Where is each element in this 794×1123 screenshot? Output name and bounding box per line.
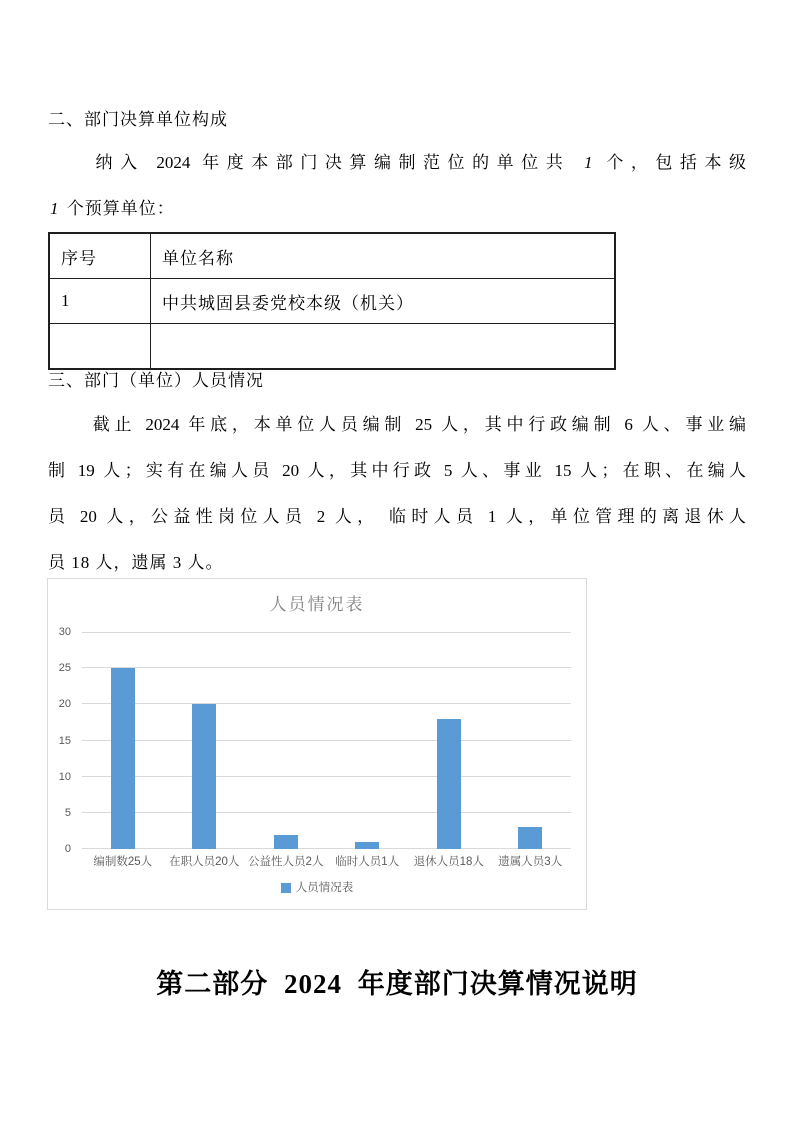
- gridline: [82, 848, 571, 849]
- x-category-label: 编制数25人: [93, 856, 153, 868]
- cell-serial: 1: [49, 279, 151, 324]
- y-tick-label: 5: [64, 806, 71, 819]
- section3-heading: 三、部门（单位）人员情况: [48, 371, 264, 390]
- x-category-label: 退休人员18人: [413, 856, 484, 868]
- gridline: [82, 812, 571, 813]
- section3-paragraph-line1: [48, 410, 746, 440]
- personnel-bar-chart: [47, 578, 587, 910]
- para-text: 截止 2024 年底，本单位人员编制 25 人，其中行政编制 6 人、事业编: [88, 415, 746, 434]
- bar-遗属人员3人: [518, 827, 542, 849]
- x-category-label: 公益性人员2人: [248, 856, 324, 868]
- section2-paragraph-line1: [48, 148, 746, 178]
- part2-heading: 第二部分 2024 年度部门决算情况说明: [156, 969, 638, 999]
- section2-heading: 二、部门决算单位构成: [48, 110, 228, 129]
- bar-公益性人员2人: [274, 835, 298, 849]
- bar-临时人员1人: [355, 842, 379, 849]
- chart-title: 人员情况表: [269, 595, 365, 614]
- budget-unit-count: 1: [50, 199, 60, 218]
- bar-退休人员18人: [437, 719, 461, 849]
- header-serial-number: 序号: [49, 233, 151, 279]
- y-tick-label: 30: [58, 626, 71, 638]
- para-text: 个预算单位：: [61, 199, 175, 218]
- section3-paragraph-line4: 员 18 人，遗属 3 人。: [48, 553, 224, 572]
- gridline: [82, 776, 571, 777]
- table-row: [49, 324, 615, 370]
- x-category-label: 在职人员20人: [169, 856, 240, 868]
- legend-label: 人员情况表: [295, 882, 354, 894]
- y-tick-label: 25: [58, 662, 71, 675]
- bar-编制数25人: [111, 668, 135, 849]
- cell-serial: [49, 324, 151, 370]
- x-category-label: 临时人员1人: [335, 856, 400, 868]
- section2-paragraph-line2: [48, 194, 746, 224]
- y-tick-label: 20: [58, 698, 71, 711]
- y-tick-label: 0: [64, 843, 71, 855]
- chart-y-axis: [48, 626, 76, 855]
- para-text: 个，包括本级: [594, 153, 747, 172]
- unit-table: [48, 232, 616, 370]
- bar-在职人员20人: [192, 704, 216, 849]
- table-header-row: [49, 233, 615, 279]
- gridline: [82, 667, 571, 668]
- gridline: [82, 740, 571, 741]
- cell-unit-name: 中共城固县委党校本级（机关）: [151, 279, 616, 324]
- section3-paragraph-line3: 员 20 人，公益性岗位人员 2 人， 临时人员 1 人，单位管理的离退休人: [48, 507, 746, 526]
- cell-unit-name: [151, 324, 616, 370]
- para-text: 纳入 2024 年度本部门决算编制范位的单位共: [88, 153, 583, 172]
- y-tick-label: 10: [58, 770, 71, 783]
- gridline: [82, 632, 571, 633]
- section3-paragraph-line2: 制 19 人；实有在编人员 20 人，其中行政 5 人、事业 15 人；在职、在编人: [48, 461, 746, 480]
- y-tick-label: 15: [58, 734, 71, 747]
- chart-legend: [48, 881, 586, 895]
- unit-count: 1: [584, 153, 593, 172]
- chart-plot-area: [82, 632, 571, 849]
- chart-x-labels: [82, 855, 571, 870]
- table-row: [49, 279, 615, 324]
- header-unit-name: 单位名称: [151, 233, 616, 279]
- legend-swatch: [281, 883, 291, 893]
- gridline: [82, 703, 571, 704]
- x-category-label: 遗属人员3人: [498, 856, 563, 868]
